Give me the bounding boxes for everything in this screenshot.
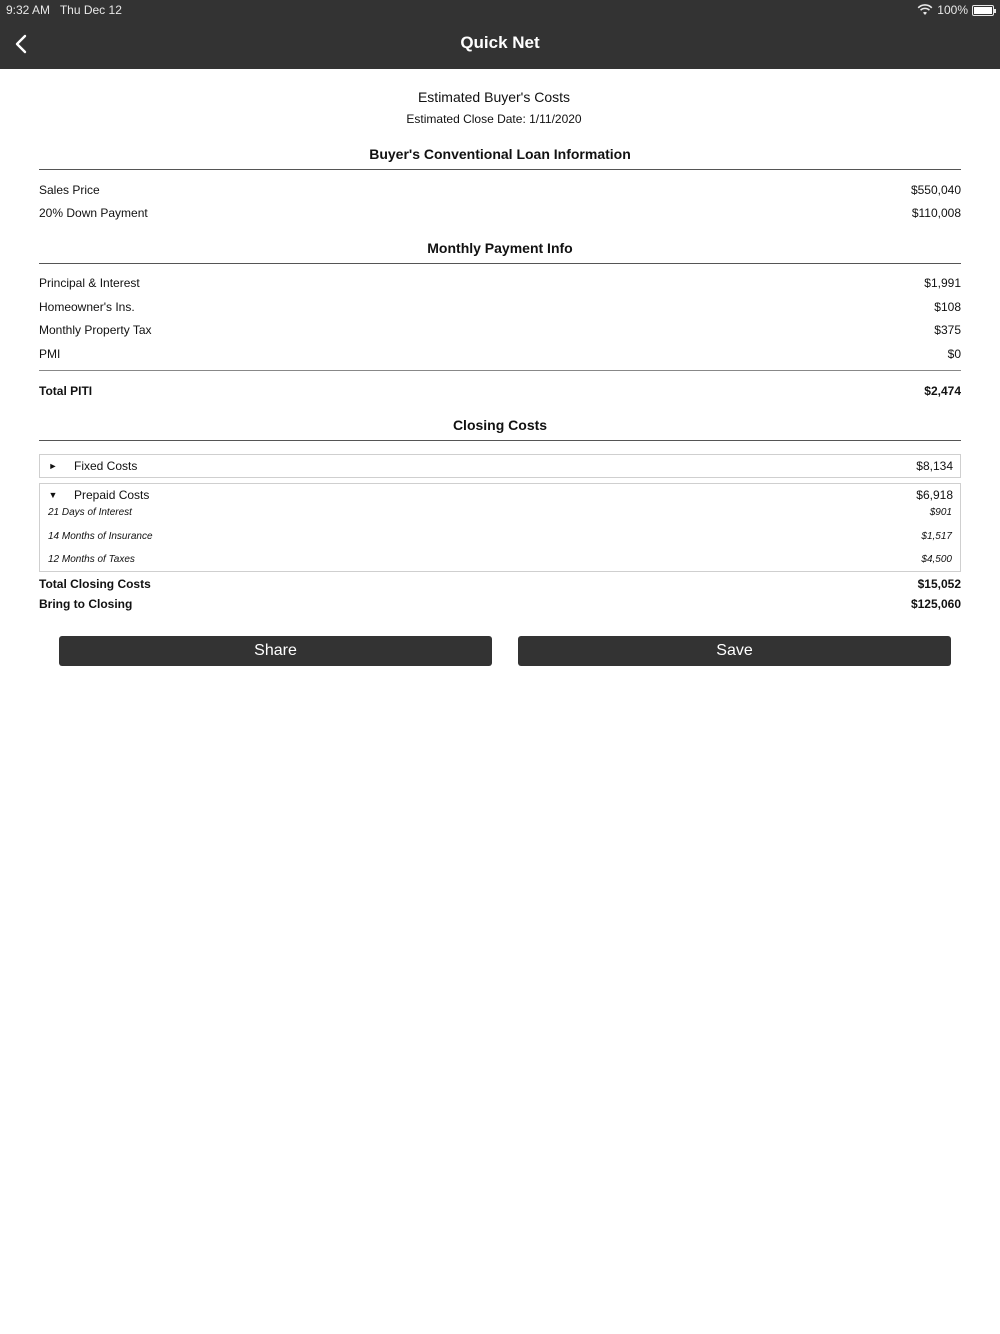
- row-label: Homeowner's Ins.: [39, 300, 135, 314]
- monthly-title: Monthly Payment Info: [427, 240, 573, 256]
- row-label: Monthly Property Tax: [39, 323, 152, 337]
- row-value: $2,474: [924, 384, 961, 398]
- loan-info-title: Buyer's Conventional Loan Information: [369, 146, 631, 162]
- total-closing-costs-row: [39, 575, 961, 593]
- row-value: $1,991: [924, 276, 961, 290]
- report-title: Estimated Buyer's Costs: [417, 89, 571, 105]
- row-value: $108: [934, 300, 961, 314]
- bring-to-closing-row: [39, 595, 961, 613]
- prepaid-costs-value: $6,918: [916, 488, 953, 502]
- row-value: $110,008: [911, 206, 961, 220]
- item-label: 14 Months of Insurance: [48, 530, 153, 542]
- sales-price-row: [39, 181, 961, 199]
- close-date: Estimated Close Date: 1/11/2020: [406, 112, 582, 126]
- pmi-row: [39, 345, 961, 363]
- item-value: $901: [929, 506, 952, 518]
- triangle-right-icon: ►: [48, 461, 58, 471]
- fixed-costs-header[interactable]: [40, 456, 960, 476]
- fixed-costs-panel[interactable]: [39, 454, 961, 478]
- prepaid-costs-panel[interactable]: [39, 483, 961, 572]
- prepaid-costs-label: Prepaid Costs: [74, 488, 150, 502]
- battery-percent: 100%: [937, 3, 968, 17]
- row-label: Total PITI: [39, 384, 93, 398]
- row-label: Sales Price: [39, 183, 100, 197]
- prepaid-item: [48, 552, 952, 566]
- principal-interest-row: [39, 274, 961, 292]
- row-value: $0: [947, 347, 961, 361]
- row-label: PMI: [39, 347, 61, 361]
- divider: [39, 440, 961, 441]
- item-value: $4,500: [921, 553, 952, 565]
- divider: [39, 169, 961, 170]
- item-label: 12 Months of Taxes: [48, 553, 135, 565]
- share-button[interactable]: Share: [59, 636, 492, 666]
- total-piti-row: [39, 382, 961, 400]
- down-payment-row: [39, 204, 961, 222]
- divider: [39, 370, 961, 371]
- item-value: $1,517: [921, 530, 952, 542]
- row-label: 20% Down Payment: [39, 206, 148, 220]
- row-value: $375: [934, 323, 961, 337]
- save-button[interactable]: Save: [518, 636, 951, 666]
- status-time-date: [6, 3, 122, 17]
- wifi-icon: [917, 4, 933, 16]
- fixed-costs-value: $8,134: [916, 459, 953, 473]
- homeowners-ins-row: [39, 298, 961, 316]
- property-tax-row: [39, 321, 961, 339]
- row-label: Principal & Interest: [39, 276, 140, 290]
- prepaid-item: [48, 529, 952, 543]
- row-label: Bring to Closing: [39, 597, 133, 611]
- row-label: Total Closing Costs: [39, 577, 151, 591]
- page-title: Quick Net: [460, 33, 540, 52]
- row-value: $550,040: [910, 183, 961, 197]
- status-indicators: [917, 3, 994, 17]
- status-time: 9:32 AM: [6, 3, 51, 17]
- closing-costs-title: Closing Costs: [452, 417, 548, 433]
- item-label: 21 Days of Interest: [48, 506, 132, 518]
- row-value: $15,052: [917, 577, 961, 591]
- nav-bar: [0, 0, 1000, 69]
- divider: [39, 263, 961, 264]
- status-date: Thu Dec 12: [59, 3, 122, 17]
- battery-icon: [972, 5, 994, 16]
- row-value: $125,060: [910, 597, 961, 611]
- prepaid-item: [48, 505, 952, 519]
- prepaid-costs-header[interactable]: [40, 485, 960, 505]
- triangle-down-icon: ▼: [48, 490, 58, 500]
- fixed-costs-label: Fixed Costs: [74, 459, 138, 473]
